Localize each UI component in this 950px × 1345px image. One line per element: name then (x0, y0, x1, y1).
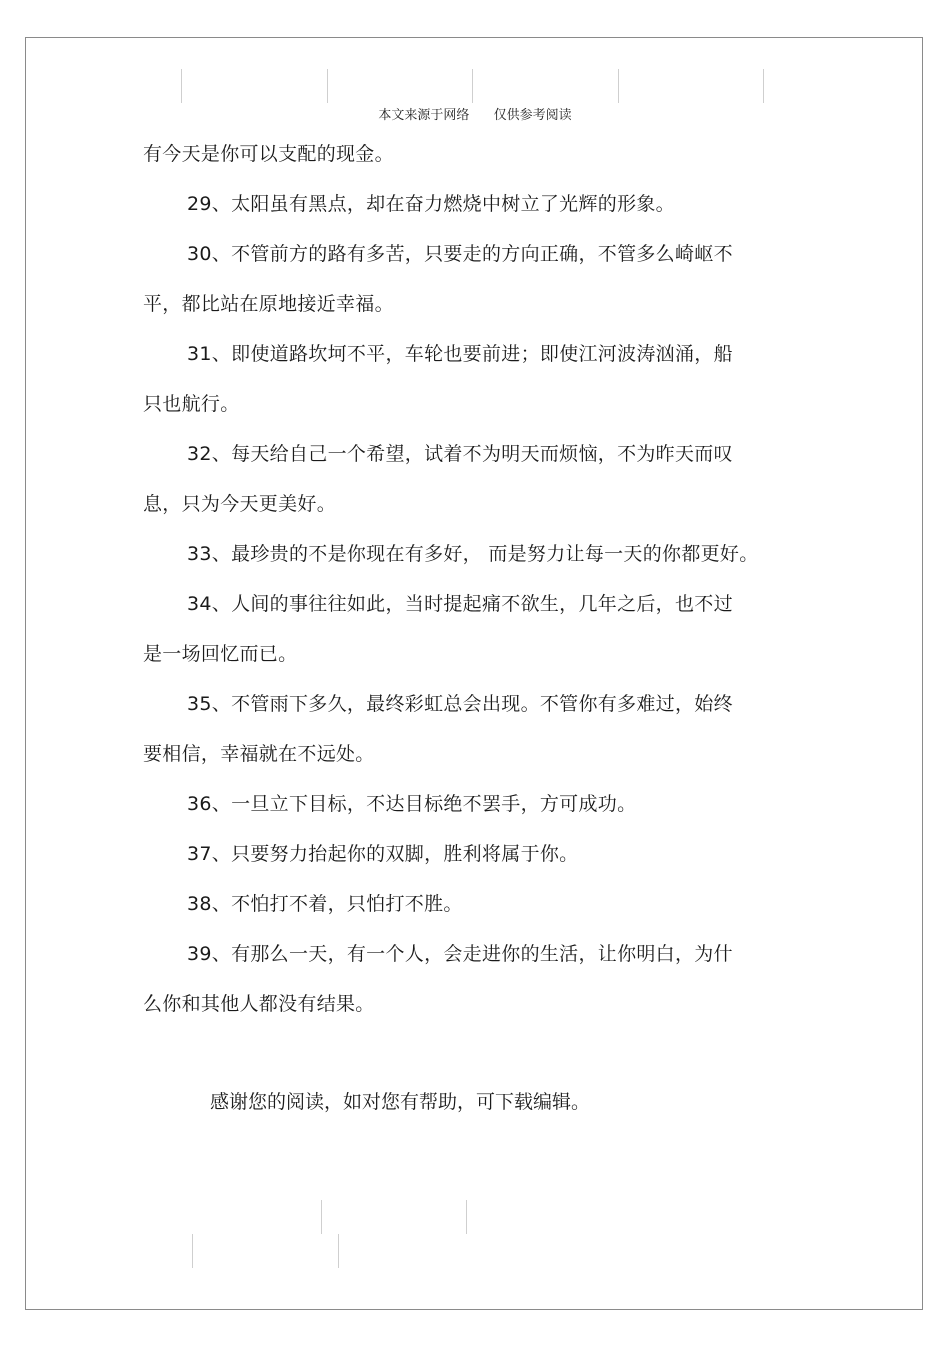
text-line: 32、每天给自己一个希望，试着不为明天而烦恼，不为昨天而叹 (187, 443, 733, 465)
footer-rule (466, 1200, 467, 1234)
header-rule (618, 69, 619, 103)
page-header (0, 104, 950, 123)
text-line: 36、一旦立下目标，不达目标绝不罢手，方可成功。 (187, 793, 637, 815)
text-line: 38、不怕打不着，只怕打不胜。 (187, 893, 463, 915)
header-rule (327, 69, 328, 103)
page-border (25, 37, 923, 1310)
text-line: 30、不管前方的路有多苦，只要走的方向正确，不管多么崎岖不 (187, 243, 733, 265)
header-rule (181, 69, 182, 103)
footer-rule (192, 1234, 193, 1268)
text-line: 29、太阳虽有黑点，却在奋力燃烧中树立了光辉的形象。 (187, 193, 675, 215)
header-rule (763, 69, 764, 103)
text-line: 平，都比站在原地接近幸福。 (143, 293, 394, 315)
text-line: 息，只为今天更美好。 (143, 493, 337, 515)
header-source-note: 本文来源于网络 (378, 108, 470, 123)
text-line: 只也航行。 (143, 393, 240, 415)
text-line: 34、人间的事往往如此，当时提起痛不欲生，几年之后，也不过 (187, 593, 733, 615)
text-line: 有今天是你可以支配的现金。 (143, 143, 394, 165)
text-line: 33、最珍贵的不是你现在有多好， 而是努力让每一天的你都更好。 (187, 543, 759, 565)
footer-rule (338, 1234, 339, 1268)
text-line: 要相信，幸福就在不远处。 (143, 743, 375, 765)
text-line: 是一场回忆而已。 (143, 643, 298, 665)
header-reference-note: 仅供参考阅读 (493, 108, 572, 123)
text-line: 39、有那么一天，有一个人，会走进你的生活，让你明白，为什 (187, 943, 733, 965)
text-line: 37、只要努力抬起你的双脚，胜利将属于你。 (187, 843, 579, 865)
text-line: 31、即使道路坎坷不平，车轮也要前进；即使江河波涛汹涌，船 (187, 343, 733, 365)
header-rule (472, 69, 473, 103)
footer-rule (321, 1200, 322, 1234)
text-line: 么你和其他人都没有结果。 (143, 993, 375, 1015)
closing-note: 感谢您的阅读，如对您有帮助，可下载编辑。 (210, 1091, 591, 1113)
text-line: 35、不管雨下多久，最终彩虹总会出现。不管你有多难过，始终 (187, 693, 733, 715)
